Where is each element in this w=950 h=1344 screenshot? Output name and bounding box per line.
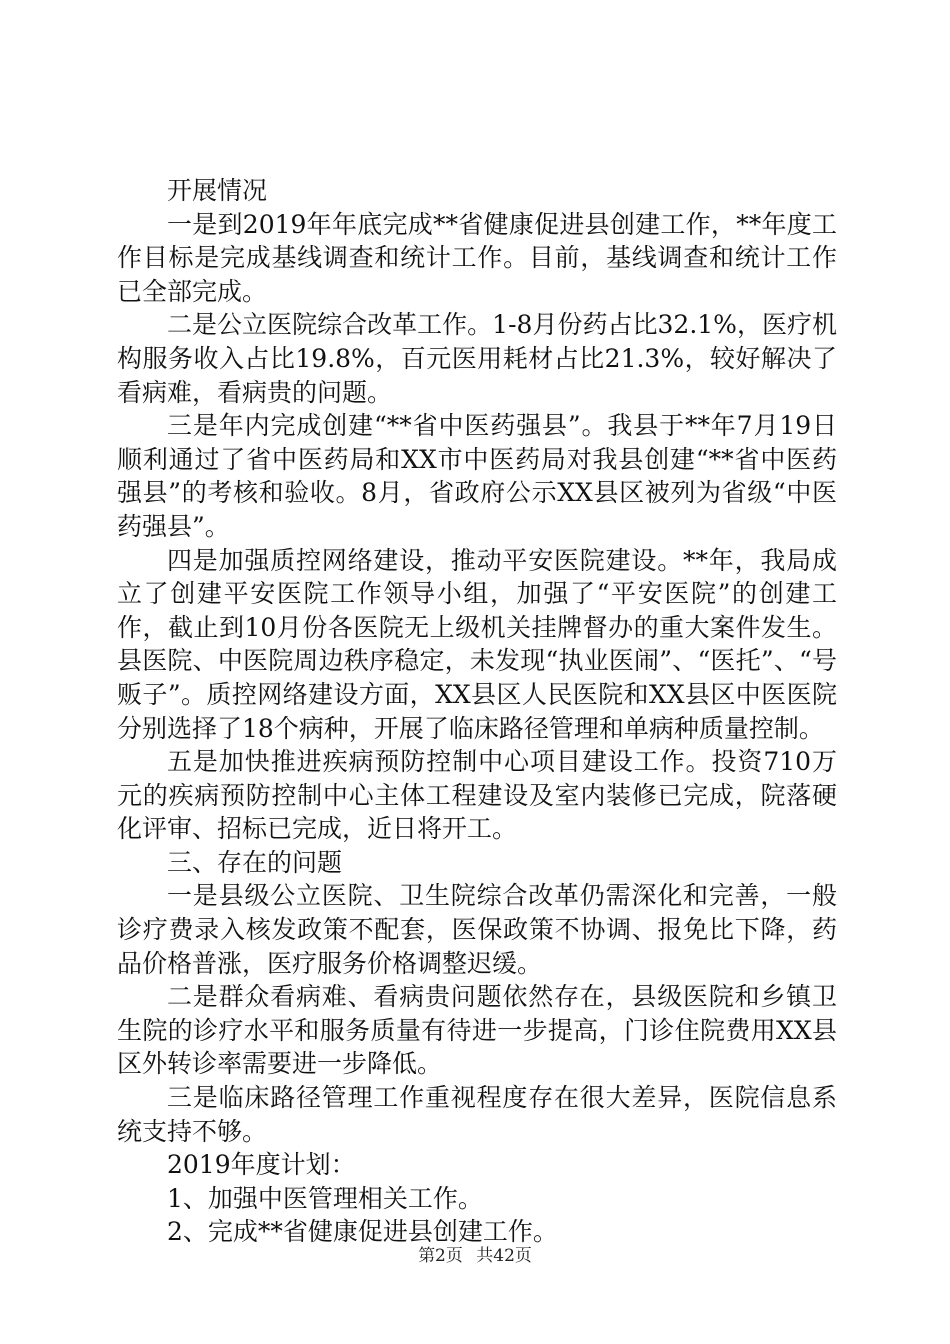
paragraph: 一是到2019年年底完成**省健康促进县创建工作，**年度工作目标是完成基线调查和统计工作。目前，基线调查和统计工作已全部完成。 [117, 209, 837, 306]
paragraph: 五是加快推进疾病预防控制中心项目建设工作。投资710万元的疾病预防控制中心主体工程建设及室内装修已完成，院落硬化评审、招标已完成，近日将开工。 [117, 747, 837, 844]
section-heading: 2019年度计划： [167, 1150, 356, 1180]
paragraph: 二是公立医院综合改革工作。1-8月份药占比32.1%，医疗机构服务收入占比19.8%，百元医用耗材占比21.3%，较好解决了看病难，看病贵的问题。 [117, 310, 837, 407]
paragraph: 三是年内完成创建“**省中医药强县”。我县于**年7月19日顺利通过了省中医药局和XX市中医药局对我县创建“**省中医药强县”的考核和验收。8月，省政府公示XX县区被列为省级“中医药强县”。 [117, 411, 837, 541]
page-total: 共42页 [476, 1246, 532, 1266]
paragraph: 四是加强质控网络建设，推动平安医院建设。**年，我局成立了创建平安医院工作领导小组，加强了“平安医院”的创建工作，截止到10月份各医院无上级机关挂牌督办的重大案件发生。县医院、中医院周边秩序稳定，未发现“执业医闹”、“医托”、“号贩子”。质控网络建设方面，XX县区人民医院和XX县区中医医院分别选择了18个病种，开展了临床路径管理和单病种质量控制。 [117, 545, 837, 743]
section-heading: 开展情况 [167, 176, 268, 205]
paragraph: 一是县级公立医院、卫生院综合改革仍需深化和完善，一般诊疗费录入核发政策不配套，医保政策不协调、报免比下降，药品价格普涨，医疗服务价格调整迟缓。 [117, 881, 837, 978]
page-number: 第2页 [418, 1246, 463, 1266]
list-item: 1、加强中医管理相关工作。 [167, 1183, 483, 1213]
list-item: 2、完成**省健康促进县创建工作。 [167, 1217, 558, 1247]
section-heading: 三、存在的问题 [167, 847, 343, 877]
document-body [117, 174, 837, 1249]
paragraph: 三是临床路径管理工作重视程度存在很大差异，医院信息系统支持不够。 [117, 1083, 837, 1146]
page-footer [0, 1241, 950, 1266]
paragraph: 二是群众看病难、看病贵问题依然存在，县级医院和乡镇卫生院的诊疗水平和服务质量有待进一步提高，门诊住院费用XX县区外转诊率需要进一步降低。 [117, 982, 837, 1079]
